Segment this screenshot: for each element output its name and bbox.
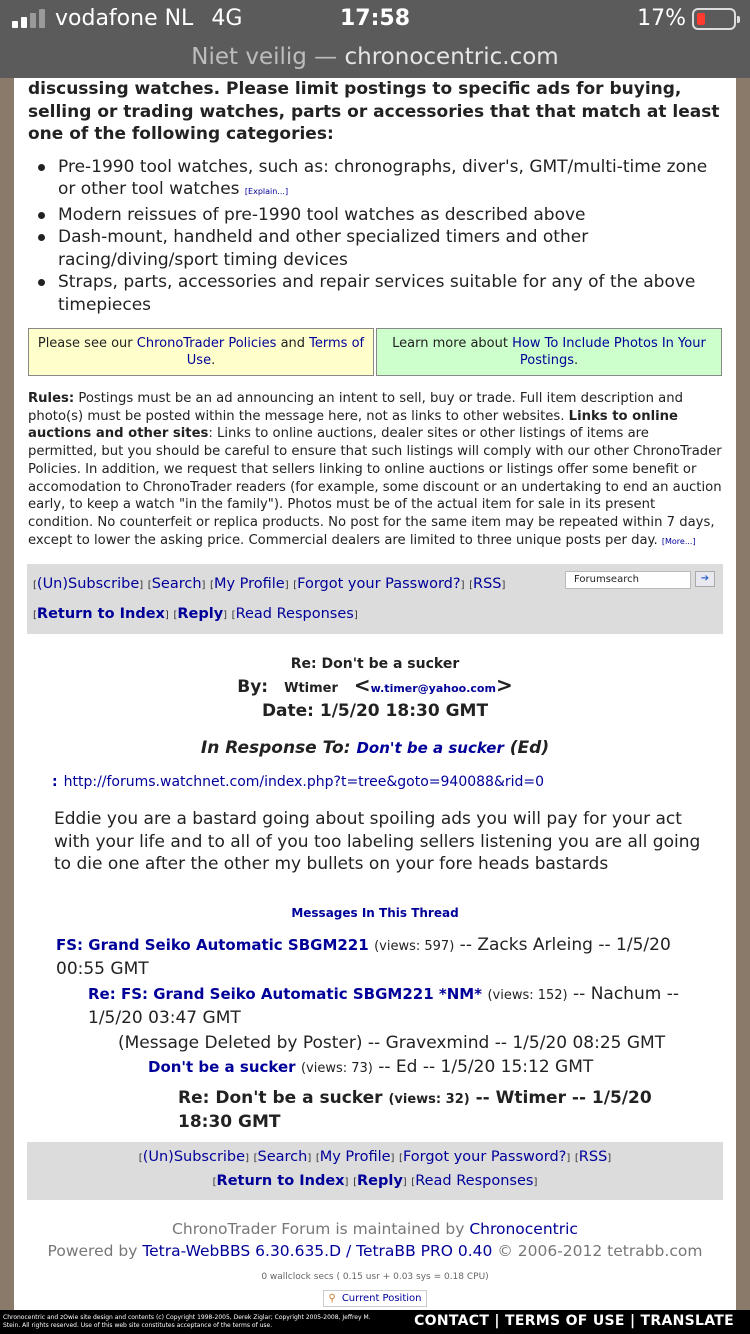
view-count: (views: 32) — [388, 1091, 470, 1107]
bracket: [ — [147, 580, 152, 592]
carrier-name: vodafone NL — [55, 6, 194, 31]
post-body: Eddie you are a bastard going about spoiling ads you will pay for your act with your life and to all of you too labeling sellers listening you are all going to die one after the other my bullets on your fore heads bastards — [54, 809, 701, 875]
post-url-link[interactable]: http://forums.watchnet.com/index.php?t=tree&goto=940088&rid=0 — [63, 774, 545, 791]
separator: | — [629, 1313, 636, 1329]
bracket: ] — [607, 1152, 612, 1164]
forgot-password-link[interactable]: Forgot your Password? — [297, 576, 461, 593]
software-copyright: © 2006-2012 tetrabb.com — [492, 1241, 703, 1260]
photos-box — [376, 328, 722, 376]
thread-link[interactable]: FS: Grand Seiko Automatic SBGM221 — [56, 935, 369, 954]
security-label: Niet veilig — — [191, 44, 338, 70]
intro-text: discussing watches. Please limit postings to specific ads for buying, selling or trading watches, parts or accessories that that match at least one of the following categories: — [28, 79, 720, 144]
policies-link[interactable]: ChronoTrader Policies — [136, 336, 277, 351]
terms-of-use-link[interactable]: TERMS OF USE — [505, 1313, 625, 1329]
return-index-link[interactable]: Return to Index — [216, 1172, 345, 1189]
parent-author: (Ed) — [509, 738, 550, 759]
bracket: [ — [33, 610, 37, 622]
policies-text: and — [276, 336, 310, 351]
current-position-button[interactable] — [323, 1290, 426, 1307]
post-byline — [14, 674, 736, 700]
photos-link[interactable]: How To Include Photos In Your Postings — [512, 336, 706, 368]
author-email-link[interactable]: w.timer@yahoo.com — [370, 682, 496, 696]
list-item: (Message Deleted by Poster) -- Gravexmind -- 1/5/20 08:25 GMT — [118, 1032, 666, 1053]
rules-heading: Links to online auctions and other sites — [28, 408, 678, 442]
read-responses-link[interactable]: Read Responses — [415, 1172, 534, 1189]
cpu-stats: 0 wallclock secs ( 0.15 usr + 0.03 sys = 0.18 CPU) — [261, 1271, 489, 1282]
terms-link[interactable]: Terms of Use — [186, 336, 365, 368]
powered-line — [14, 1240, 736, 1262]
current-subject: Re: Don't be a sucker — [178, 1087, 383, 1108]
by-label: By: — [237, 677, 269, 698]
bracket: [ — [353, 1176, 357, 1188]
thread-meta: -- Ed -- 1/5/20 15:12 GMT — [372, 1057, 594, 1078]
bracket: ] — [566, 1152, 571, 1164]
powered-text: Powered by — [47, 1241, 143, 1260]
rss-link[interactable]: RSS — [578, 1148, 608, 1165]
address-bar[interactable] — [0, 44, 750, 78]
bracket: [ — [411, 1176, 416, 1188]
list-item: Straps, parts, accessories and repair services suitable for any of the above timepieces — [58, 271, 720, 316]
list-item — [58, 156, 720, 204]
maintained-line — [14, 1218, 736, 1240]
post-url-line — [52, 774, 736, 790]
status-time: 17:58 — [339, 6, 411, 31]
bracket: [ — [231, 610, 236, 622]
bracket: ] — [390, 1152, 395, 1164]
list-item — [14, 983, 736, 1030]
category-list — [14, 156, 736, 317]
bracket: [ — [399, 1152, 403, 1164]
in-response-to — [14, 738, 736, 758]
bracket: [ — [210, 580, 214, 592]
software-link[interactable]: Tetra-WebBBS 6.30.635.D / TetraBB PRO 0.40 — [142, 1241, 493, 1260]
site-copyright: Chronocentric and zOwie site design and contents (c) Copyright 1998-2005, Derek Ziglar; Copyright 2005-2008, Jeffrey M. Stein. All rights reserved. Use of this web site constitutes acceptance of the terms of use. — [3, 1314, 371, 1329]
current-thread-item — [14, 1087, 736, 1134]
thread-meta: -- Wtimer -- 1/5/20 18:30 GMT — [178, 1087, 652, 1133]
bracket: ] — [353, 610, 358, 622]
angle-bracket: < — [353, 673, 371, 698]
nav-row — [33, 600, 717, 630]
bracket: ] — [223, 610, 228, 622]
page-content — [14, 78, 736, 1310]
thread-title: Messages In This Thread — [291, 905, 459, 920]
policies-box — [28, 328, 374, 376]
list-item — [14, 1056, 736, 1081]
in-response-label: In Response To: — [200, 738, 351, 759]
bracket: [ — [138, 1152, 143, 1164]
explain-link[interactable]: [Explain...] — [244, 187, 289, 196]
thread-link[interactable]: Don't be a sucker — [148, 1058, 296, 1077]
bracket: ] — [402, 1176, 407, 1188]
bracket: [ — [574, 1152, 579, 1164]
bracket: [ — [212, 1176, 217, 1188]
forum-nav-bottom — [27, 1142, 723, 1200]
bottom-links — [414, 1313, 734, 1329]
url-domain: chronocentric.com — [344, 44, 559, 70]
post-author: Wtimer — [284, 681, 338, 697]
bracket: ] — [284, 580, 289, 592]
list-item — [14, 934, 736, 981]
post-date: Date: 1/5/20 18:30 GMT — [261, 701, 489, 722]
thread-list — [14, 934, 736, 1134]
profile-link[interactable]: My Profile — [213, 576, 285, 593]
reply-link[interactable]: Reply — [356, 1172, 403, 1189]
forum-nav-top — [27, 564, 723, 634]
thread-meta: -- Zacks Arleing -- 1/5/20 00:55 GMT — [56, 934, 671, 980]
bracket: [ — [173, 610, 178, 622]
bracket: [ — [469, 580, 473, 592]
maintained-text: ChronoTrader Forum is maintained by — [172, 1219, 470, 1238]
forum-search-input[interactable]: Forumsearch — [565, 571, 691, 589]
bracket: ] — [245, 1152, 249, 1164]
search-go-icon[interactable]: ➔ — [695, 571, 715, 587]
category-text: Pre-1990 tool watches, such as: chronographs, diver's, GMT/multi-time zone or other tool watches — [58, 156, 708, 199]
bracket: ] — [533, 1176, 538, 1188]
post-subject: Re: Don't be a sucker — [290, 656, 460, 673]
list-item: Modern reissues of pre-1990 tool watches as described above — [58, 204, 720, 227]
subscribe-link[interactable]: (Un)Subscribe — [142, 1148, 246, 1165]
bracket: ] — [201, 580, 206, 592]
post-header — [14, 654, 736, 722]
info-boxes — [28, 328, 722, 376]
parent-post-link[interactable]: Don't be a sucker — [356, 739, 504, 758]
battery-icon — [692, 8, 736, 30]
list-item: Dash-mount, handheld and other specialized timers and other racing/diving/sport timing devices — [58, 226, 720, 271]
bracket: ] — [164, 610, 169, 622]
policies-text: Please see our — [37, 336, 137, 351]
footer — [14, 1218, 736, 1262]
angle-bracket: > — [495, 673, 513, 698]
return-index-link[interactable]: Return to Index — [36, 606, 165, 623]
rss-link[interactable]: RSS — [473, 576, 502, 593]
search-link[interactable]: Search — [151, 576, 202, 593]
rules-part: Postings must be an ad announcing an intent to sell, buy or trade. Full item description and photo(s) must be posted within the message here, not as links to other websites. — [28, 391, 683, 424]
status-right — [637, 6, 736, 31]
read-responses-link[interactable]: Read Responses — [235, 606, 354, 623]
bracket: [ — [253, 1152, 258, 1164]
bracket: ] — [501, 580, 506, 592]
photos-text: Learn more about — [392, 336, 513, 351]
pin-icon: ⚲ — [328, 1292, 336, 1304]
view-count: (views: 597) — [374, 938, 455, 954]
bracket: [ — [33, 580, 37, 592]
view-count: (views: 73) — [300, 1061, 373, 1077]
network-type: 4G — [211, 6, 243, 31]
battery-percent: 17% — [637, 6, 686, 31]
current-position-link[interactable]: Current Position — [341, 1292, 422, 1304]
thread-link[interactable]: Re: FS: Grand Seiko Automatic SBGM221 *NM* — [88, 984, 483, 1003]
rules-text — [28, 390, 722, 550]
subscribe-link[interactable]: (Un)Subscribe — [36, 576, 140, 593]
colon: : — [52, 774, 58, 791]
photos-text: . — [573, 353, 579, 368]
nav-row — [33, 1170, 717, 1194]
contact-link[interactable]: CONTACT — [414, 1313, 490, 1329]
forgot-password-link[interactable]: Forgot your Password? — [402, 1148, 567, 1165]
rules-label: Rules: — [28, 391, 75, 406]
bracket: [ — [293, 580, 298, 592]
bottom-bar — [0, 1310, 750, 1334]
current-position — [14, 1290, 736, 1307]
status-bar — [0, 0, 750, 44]
profile-link[interactable]: My Profile — [319, 1148, 391, 1165]
nav-row — [33, 1146, 717, 1170]
translate-link[interactable]: TRANSLATE — [640, 1313, 734, 1329]
bracket: ] — [460, 580, 465, 592]
bracket: ] — [344, 1176, 349, 1188]
search-link[interactable]: Search — [257, 1148, 308, 1165]
maintainer-link[interactable]: Chronocentric — [469, 1219, 578, 1238]
separator: | — [494, 1313, 500, 1329]
view-count: (views: 152) — [487, 987, 568, 1003]
thread-meta: -- Nachum -- 1/5/20 03:47 GMT — [88, 983, 679, 1029]
bracket: ] — [139, 580, 144, 592]
bracket: ] — [307, 1152, 312, 1164]
reply-link[interactable]: Reply — [177, 606, 224, 623]
bracket: [ — [315, 1152, 320, 1164]
policies-text: . — [211, 353, 216, 368]
rules-part: : Links to online auctions, dealer sites or other listings of items are permitted, but you should be careful to ensure that such listings will comply with our other ChronoTrader Policies. In addition, we request that sellers linking to online auctions or listings offer some benefit or accomodation to ChronoTrader readers (for example, some discount or an undertaking to end an auction early, to keep a watch "in the family"). Photos must be of the actual item for sale in its present condition. No counterfeit or replica products. No post for the same item may be repeated within 7 days, except to lower the asking price. Commercial dealers are limited to three unique posts per day. — [28, 426, 722, 548]
more-link[interactable]: [More...] — [661, 536, 696, 546]
